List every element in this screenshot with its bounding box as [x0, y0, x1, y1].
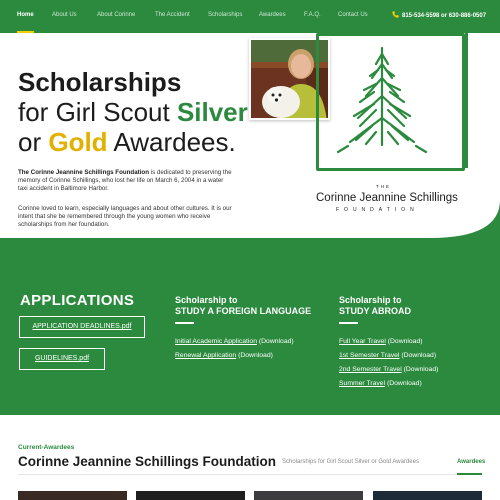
nav-about-corinne[interactable]: About Corinne [97, 12, 136, 18]
renewal-application-link[interactable]: Renewal Application [175, 352, 237, 359]
download-suffix: (Download) [385, 380, 422, 387]
hero-title [18, 67, 258, 157]
hero-title-silver: Silver [176, 97, 248, 127]
guidelines-button[interactable]: GUIDELINES.pdf [19, 348, 105, 370]
hero-description-2: Corinne loved to learn, especially languages and about other cultures. It is our intent that she be remembered through the young women who receive scholarships from her foundation. [18, 205, 232, 228]
nav-faq[interactable]: F.A.Q. [304, 12, 321, 18]
hero-title-line1: Scholarships [18, 67, 182, 97]
section-divider [18, 474, 482, 475]
full-year-travel-link[interactable]: Full Year Travel [339, 338, 386, 345]
nav-phone[interactable] [392, 11, 486, 19]
current-awardees-subtitle: Scholarships for Girl Scout Silver or Gold Awardees [282, 459, 419, 465]
applications-title: APPLICATIONS [20, 292, 135, 309]
download-suffix: (Download) [236, 352, 273, 359]
hero-title-line3b: Awardees. [107, 127, 236, 157]
nav-phone-text: 815-534-5598 or 630-886-0507 [402, 13, 487, 19]
summer-travel-link[interactable]: Summer Travel [339, 380, 386, 387]
download-suffix: (Download) [385, 338, 423, 345]
heading-underline [339, 322, 358, 324]
abroad-heading-line1: Scholarship to [339, 295, 402, 305]
brand-name: Corinne Jeannine Schillings [316, 192, 458, 204]
tab-active-indicator [457, 473, 482, 475]
hero-description [18, 169, 233, 193]
first-semester-travel-link[interactable]: 1st Semester Travel [339, 352, 400, 359]
nav-contact-us[interactable]: Contact Us [338, 12, 368, 18]
abroad-heading-line2: STUDY ABROAD [339, 306, 412, 316]
initial-academic-application-link[interactable]: Initial Academic Application [175, 338, 257, 345]
current-awardees-title: Corinne Jeannine Schillings Foundation [18, 454, 277, 469]
awardee-thumbnail[interactable] [373, 491, 482, 500]
brand-the: THE [376, 184, 391, 189]
hero-description-org: The Corinne Jeannine Schillings Foundation [18, 169, 149, 176]
foreign-language-heading [175, 295, 311, 324]
hero-title-line2a: for Girl Scout [18, 97, 177, 127]
abroad-link-1st-semester [339, 352, 436, 359]
nav-the-accident[interactable]: The Accident [155, 12, 190, 18]
hero-description-rest: is dedicated to preserving the memory of Corinne Schillings, who lost her life on March 6, 2004 in a water taxi accident in Baltimore Harbor. [18, 169, 232, 192]
abroad-link-full-year [339, 338, 423, 345]
foreign-link-renewal [175, 352, 273, 359]
foreign-link-initial [175, 338, 294, 345]
foreign-heading-line1: Scholarship to [175, 295, 238, 305]
awardee-thumbnail[interactable] [136, 491, 245, 500]
heading-underline [175, 322, 194, 324]
nav-home[interactable]: Home [17, 12, 34, 18]
download-suffix: (Download) [257, 338, 294, 345]
application-deadlines-button[interactable]: APPLICATION DEADLINES.pdf [19, 316, 145, 338]
study-abroad-heading [339, 295, 411, 324]
awardee-thumbnail[interactable] [254, 491, 363, 500]
abroad-link-2nd-semester [339, 366, 438, 373]
download-suffix: (Download) [399, 352, 437, 359]
brand-foundation: FOUNDATION [336, 207, 419, 213]
hero-title-line3a: or [18, 127, 49, 157]
second-semester-travel-link[interactable]: 2nd Semester Travel [339, 366, 402, 373]
download-suffix: (Download) [401, 366, 439, 373]
top-nav [0, 0, 500, 33]
nav-about-us[interactable]: About Us [52, 12, 77, 18]
foreign-heading-line2: STUDY A FOREIGN LANGUAGE [175, 306, 312, 316]
nav-scholarships[interactable]: Scholarships [208, 12, 243, 18]
pine-tree-logo-icon [330, 40, 450, 170]
tab-awardees[interactable]: Awardees [457, 459, 486, 465]
abroad-link-summer [339, 380, 422, 387]
phone-icon [392, 11, 399, 18]
hero-curve [0, 200, 500, 275]
current-awardees-label: Current-Awardees [18, 444, 75, 451]
awardee-thumbnail[interactable] [18, 491, 127, 500]
nav-awardees[interactable]: Awardees [259, 12, 286, 18]
hero-title-gold: Gold [48, 127, 108, 157]
